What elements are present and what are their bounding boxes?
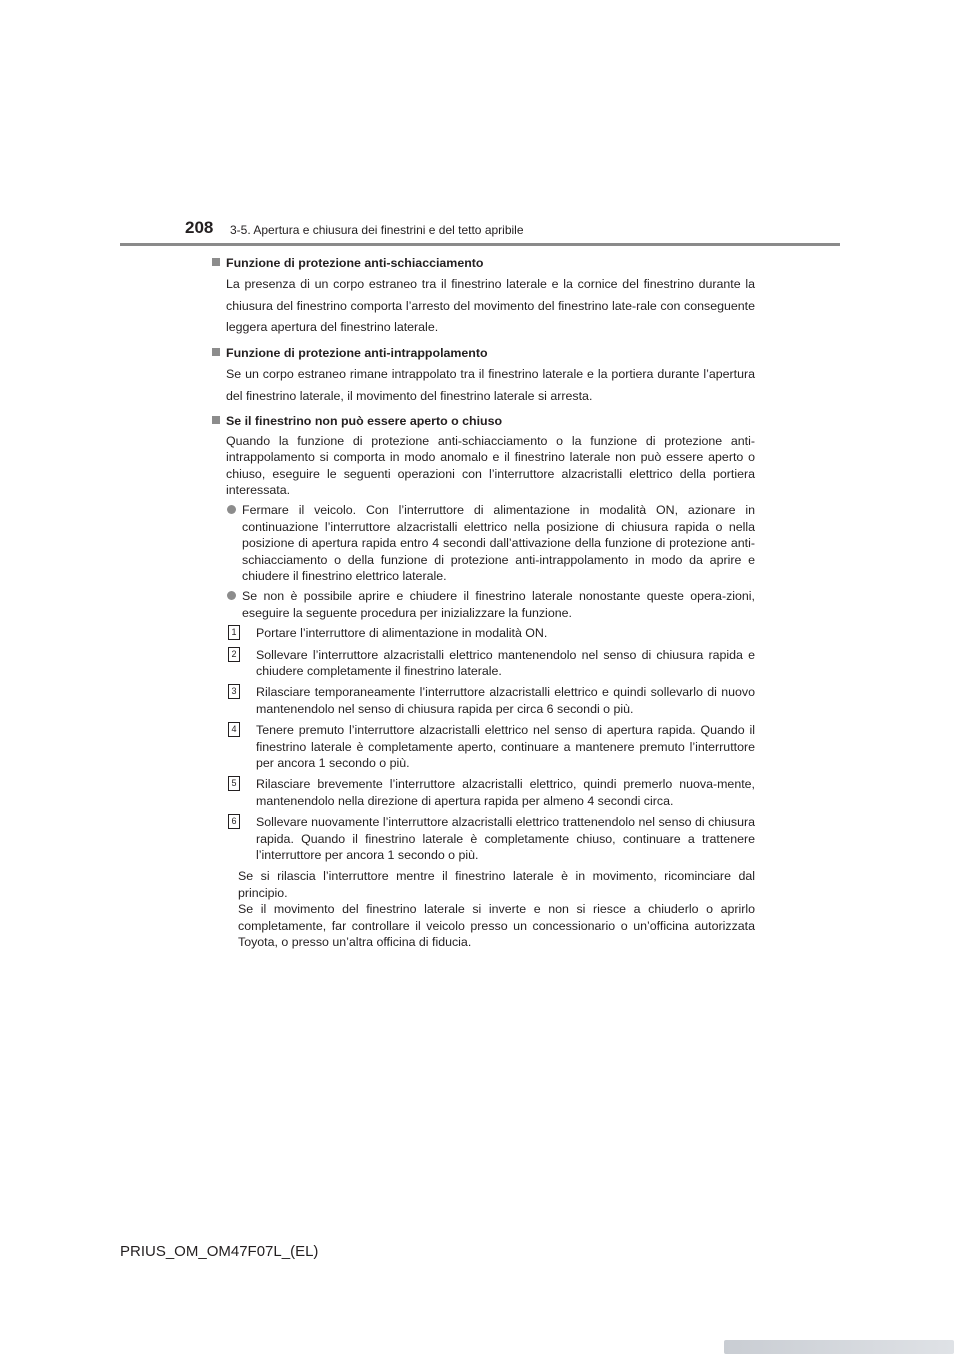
bullet-item [210,502,755,584]
chapter-title: 3-5. Apertura e chiusura dei finestrini e del tetto apribile [230,223,524,237]
step-item [210,625,755,641]
note-restart: Se si rilascia l’interruttore mentre il finestrino laterale è in movimento, ricominciare dal principio. [238,869,755,900]
section-heading [210,255,755,271]
step-text: Sollevare nuovamente l’interruttore alzacristalli elettrico trattenendolo nel senso di chiusura rapida. Quando il finestrino laterale è completamente chiuso, continuare a trattenere l’interruttore per ancora 1 secondo o più. [256,815,755,863]
section-heading [210,413,755,429]
section-paragraph: Quando la funzione di protezione anti-schiacciamento o la funzione di protezione anti-intrappolamento si comporta in modo anomalo e il finestrino laterale non può essere aperto o chiuso, eseguire le seguenti operazioni con l’interruttore alzacristalli elettrico della portiera interessata. [226,433,755,497]
bullet-text: Se non è possibile aprire e chiudere il finestrino laterale nonostante queste opera-zioni, eseguire la seguente procedura per inizializzare la funzione. [242,589,755,620]
step-text: Sollevare l’interruttore alzacristalli elettrico mantenendolo nel senso di chiusura rapida e chiudere completamente il finestrino laterale. [256,647,755,678]
step-text: Tenere premuto l’interruttore alzacristalli elettrico nel senso di apertura rapida. Quando il finestrino laterale è completamente aperto, continuare a mantenere premuto l’interruttore per ancora 1 secondo o più. [256,723,755,771]
step-number-box: 1 [228,625,240,640]
section-heading [210,345,755,361]
section-heading-text: Funzione di protezione anti-schiacciamento [226,256,484,270]
bullet-text: Fermare il veicolo. Con l’interruttore di alimentazione in modalità ON, azionare in continuazione l’interruttore alzacristalli elettrico nella posizione di chiusura rapida o nella posizione di apertura rapida entro 4 secondi dall’attivazione della funzione di protezione anti-schiacciamento o della funzione di protezione anti-intrappolamento in modo da aprire e chiudere il finestrino elettrico laterale. [242,503,755,583]
square-bullet-icon [212,258,220,266]
step-item [210,647,755,680]
step-number-box: 4 [228,722,240,737]
section-window-stuck [210,413,755,950]
step-item [210,684,755,717]
step-text: Portare l’interruttore di alimentazione in modalità ON. [256,626,548,641]
step-item [210,722,755,771]
header-divider [120,243,840,246]
section-anti-pinch [210,255,755,339]
note-service: Se il movimento del finestrino laterale si inverte e non si riesce a chiuderlo o aprirlo completamente, far controllare il veicolo presso un concessionario o un’officina autorizzata Toyota, o presso un’altra officina di fiducia. [238,902,755,950]
section-paragraph: La presenza di un corpo estraneo tra il finestrino laterale e la cornice del finestrino durante la chiusura del finestrino comporta l’arresto del movimento del finestrino late-rale con conseguente leggera apertura del finestrino laterale. [226,277,755,335]
square-bullet-icon [212,416,220,424]
section-paragraph: Se un corpo estraneo rimane intrappolato tra il finestrino laterale e la portiera durante l’apertura del finestrino laterale, il movimento del finestrino laterale si arresta. [226,367,755,403]
step-text: Rilasciare brevemente l’interruttore alzacristalli elettrico, quindi premerlo nuova-mente, mantenendolo nella direzione di apertura rapida per almeno 4 secondi circa. [256,777,755,808]
step-number-box: 2 [228,647,240,662]
page-content [210,255,755,957]
step-number-box: 5 [228,776,240,791]
step-number-box: 6 [228,814,240,829]
step-item [210,776,755,809]
section-heading-text: Funzione di protezione anti-intrappolamento [226,345,488,360]
watermark-logo [724,1340,954,1354]
circle-bullet-icon [227,591,236,600]
step-item [210,814,755,863]
step-number-box: 3 [228,684,240,699]
footer-document-code: PRIUS_OM_OM47F07L_(EL) [120,1243,319,1260]
page-number: 208 [185,218,214,237]
section-anti-entrapment [210,345,755,407]
circle-bullet-icon [227,505,236,514]
bullet-item [210,588,755,621]
square-bullet-icon [212,348,220,356]
section-heading-text: Se il finestrino non può essere aperto o chiuso [226,414,503,429]
note-paragraph [210,868,755,950]
step-text: Rilasciare temporaneamente l’interruttore alzacristalli elettrico e quindi sollevarlo di nuovo mantenendolo nel senso di chiusura rapida per circa 6 secondi o più. [256,685,755,716]
